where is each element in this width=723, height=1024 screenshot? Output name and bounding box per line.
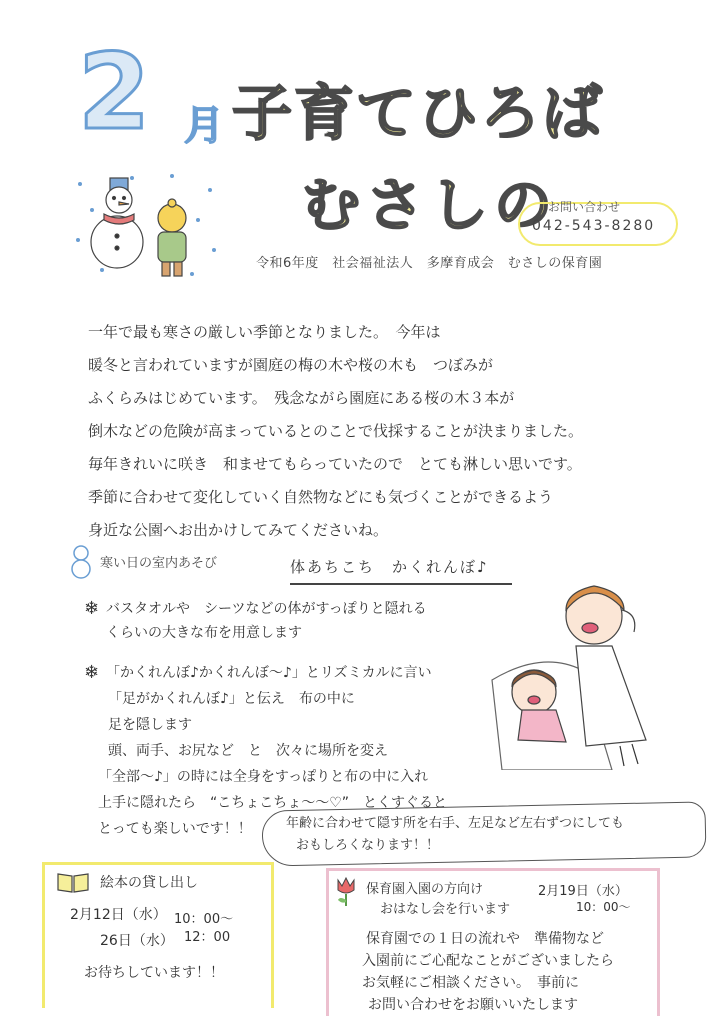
tip-line: おもしろくなります！！ (296, 838, 440, 853)
play-illustration (462, 570, 682, 770)
tulip-icon (334, 876, 358, 906)
book-time-2: 12：00 (184, 930, 231, 945)
activity-title: 体あちこち かくれんぼ♪ (290, 556, 512, 585)
info-title-1: 保育園入園の方向け (366, 882, 484, 897)
snowman-illustration (72, 170, 222, 290)
month-kanji: 月 (184, 103, 224, 149)
info-date: 2月19日（水） (538, 884, 628, 899)
info-line: お問い合わせをお願いいたします (368, 997, 578, 1013)
tip-line: 年齢に合わせて隠す所を右手、左足など左右ずつにしても (286, 816, 625, 831)
note2-line: とっても楽しいです！！ (98, 821, 252, 837)
intro-line: 毎年きれいに咲き 和ませてもらっていたので とても淋しい思いです。 (88, 455, 582, 473)
book-date-2: 26日（水） (100, 933, 174, 949)
organization-line: 令和6年度 社会福祉法人 多摩育成会 むさしの保育園 (256, 256, 603, 271)
note2-line: 「かくれんぼ♪かくれんぼ～♪」とリズミカルに言い (106, 665, 432, 681)
month-number: 2 (78, 31, 151, 153)
contact-phone: 042-543-8280 (532, 218, 656, 234)
info-line: 保育園での１日の流れや 準備物など (366, 931, 604, 947)
title-line-1: 子育てひろば (232, 79, 604, 149)
note2-line: 足を隠します (108, 717, 192, 733)
book-date-1: 2月12日（水） (70, 907, 167, 923)
intro-line: 倒木などの危険が高まっているとのことで伐採することが決まりました。 (88, 422, 584, 440)
intro-line: 一年で最も寒さの厳しい季節となりました。 今年は (88, 323, 441, 341)
child-icon (158, 199, 186, 276)
intro-line: 季節に合わせて変化していく自然物などにも気づくことができるよう (88, 488, 554, 506)
info-time: 10：00～ (576, 900, 631, 914)
intro-line: 身近な公園へお出かけしてみてくださいね。 (88, 521, 389, 539)
info-line: お気軽にご相談ください。 事前に (362, 975, 579, 991)
note1-line: くらいの大きな布を用意します (106, 625, 302, 641)
intro-line: 暖冬と言われていますが園庭の梅の木や桜の木も つぼみが (88, 356, 494, 374)
note2-line: 上手に隠れたら “こちょこちょ～～♡” とくすぐると (98, 795, 448, 811)
book-time-1: 10：00～ (174, 912, 234, 927)
contact-label: お問い合わせ (548, 200, 621, 214)
title-line-2: むさしの (302, 171, 559, 239)
snowman-icon (91, 178, 143, 268)
info-line: 入園前にご心配なことがございましたら (362, 953, 614, 969)
small-snowman-icon (70, 544, 92, 580)
snowflake-bullet-icon: ❄ (84, 662, 100, 683)
activity-section-label: 寒い日の室内あそび (100, 556, 218, 571)
note2-line: 「全部～♪」の時には全身をすっぽりと布の中に入れ (98, 769, 429, 785)
book-box-footer: お待ちしています！！ (84, 965, 224, 981)
note2-line: 「足がかくれんぼ♪」と伝え 布の中に (108, 691, 355, 707)
book-icon (56, 870, 90, 894)
note2-line: 頭、両手、お尻など と 次々に場所を変え (108, 743, 388, 759)
book-box-title: 絵本の貸し出し (100, 875, 198, 891)
snowflake-bullet-icon: ❄ (84, 598, 100, 619)
intro-paragraph (88, 316, 668, 547)
info-title-2: おはなし会を行います (380, 902, 511, 917)
note1-line: バスタオルや シーツなどの体がすっぽりと隠れる (106, 601, 427, 617)
intro-line: ふくらみはじめています。 残念ながら園庭にある桜の木３本が (88, 389, 515, 407)
